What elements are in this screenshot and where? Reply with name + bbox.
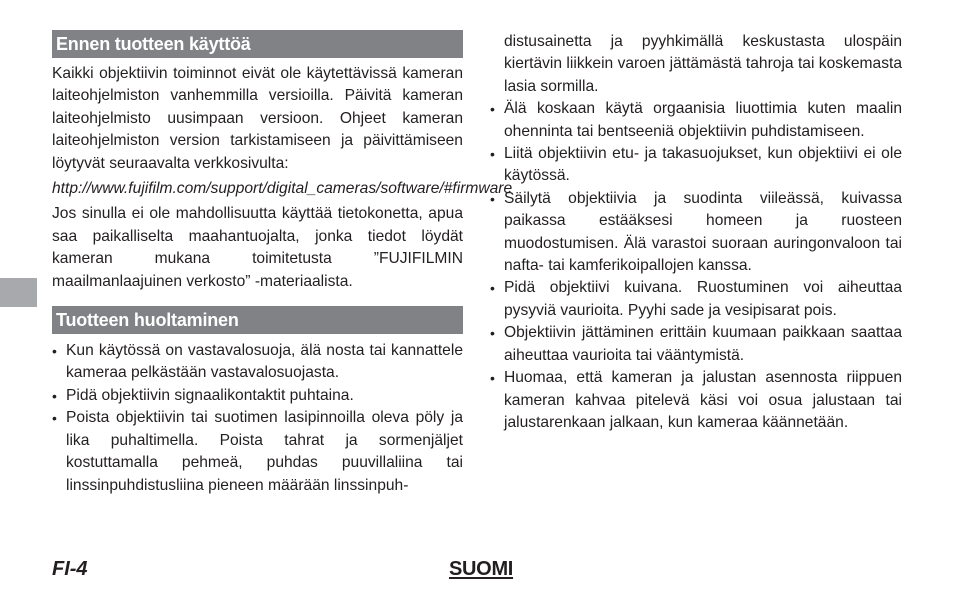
left-column: [52, 30, 513, 497]
dealer-paragraph: Jos sinulla ei ole mahdollisuutta käyttää tietokonetta, apua saa paikalliselta maahantuojalta, jonka tiedot löydät kameran mukana toimitetusta ”FUJIFILMIN maailmanlaajuinen verkosto” -materiaalista.: [52, 205, 463, 290]
list-item: • Pidä objektiivin signaalikontaktit puhtaina.: [52, 385, 463, 407]
page-number: FI-4: [52, 558, 88, 580]
list-item: • Objektiivin jättäminen erittäin kuumaan paikkaan saattaa aiheuttaa vaurioita tai vääntymistä.: [490, 322, 902, 367]
list-item: • Poista objektiivin tai suotimen lasipinnoilla oleva pöly ja lika puhaltimella. Poista tahrat ja sormenjäljet kostuttamalla pehmeä, puhdas puuvillaliina tai linssinpuhdistusliina pieneen määrään linssinpuh-: [52, 407, 463, 497]
section-heading-care: Tuotteen huoltaminen: [52, 306, 463, 334]
section-heading-before-use: Ennen tuotteen käyttöä: [52, 30, 463, 58]
list-item: • Kun käytössä on vastavalosuoja, älä nosta tai kannattele kameraa pelkästään vastavalosuojasta.: [52, 340, 463, 385]
care-bullet-list: [52, 340, 463, 497]
firmware-url: http://www.fujifilm.com/support/digital_cameras/software/#firmware: [52, 180, 513, 198]
right-column: [490, 31, 902, 434]
list-item: • Pidä objektiivi kuivana. Ruostuminen voi aiheuttaa pysyviä vaurioita. Pyyhi sade ja vesipisarat pois.: [490, 277, 902, 322]
care-bullet-list-continued: [490, 31, 902, 434]
firmware-notice-paragraph: Kaikki objektiivin toiminnot eivät ole käytettävissä kameran laiteohjelmiston vanhemmilla versioilla. Päivitä kameran laiteohjelmisto uusimpaan versioon. Ohjeet kameran laiteohjelmiston version tarkistamiseen ja päivittämiseen löytyvät seuraavalta verkkosivulta:: [52, 65, 463, 172]
language-label: SUOMI: [449, 558, 514, 580]
list-item-continuation: distusainetta ja pyyhkimällä keskustasta ulospäin kiertävin liikkein varoen jättämästä tahroja tai koskemasta lasia sormilla.: [504, 33, 902, 95]
list-item: • Liitä objektiivin etu- ja takasuojukset, kun objektiivi ei ole käytössä.: [490, 143, 902, 188]
list-item: • Säilytä objektiivia ja suodinta viileässä, kuivassa paikassa estääksesi homeen ja ruosteen muodostumisen. Älä varastoi suoraan auringonvaloon tai nafta- tai kamferikoipallojen kanssa.: [490, 188, 902, 278]
side-tab-marker: [0, 278, 37, 307]
list-item: • Älä koskaan käytä orgaanisia liuottimia kuten maalin ohenninta tai bentseeniä objektiivin puhdistamiseen.: [490, 98, 902, 143]
list-item: • Huomaa, että kameran ja jalustan asennosta riippuen kameran kahvaa pitelevä käsi voi osua jalustaan tai jalustarenkaan jalkaan, kun kameraa käännetään.: [490, 367, 902, 434]
